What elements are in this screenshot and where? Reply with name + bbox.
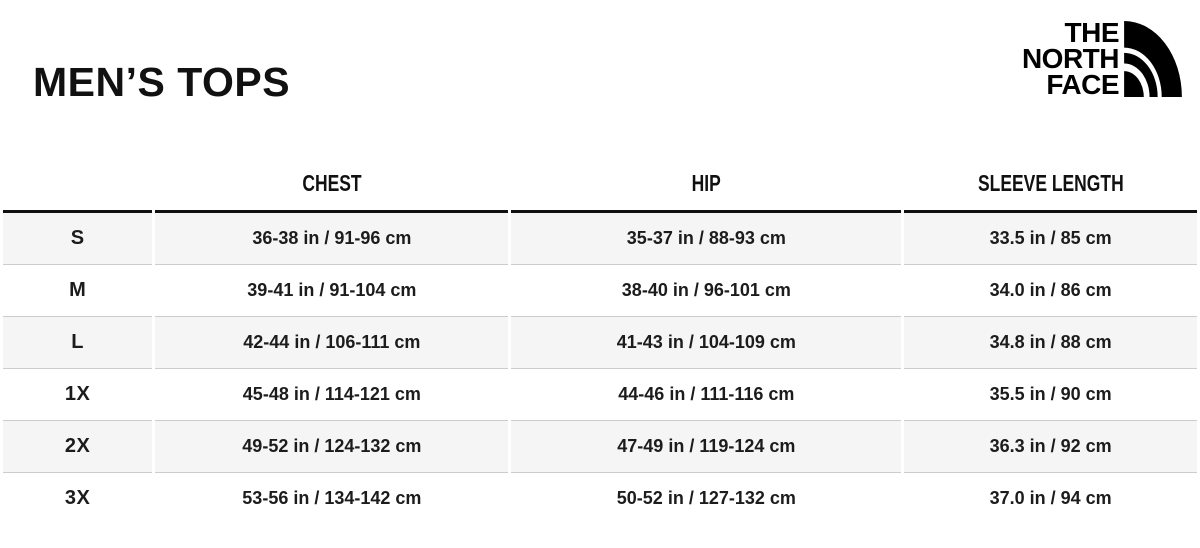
sleeve-value-cell: 37.0 in / 94 cm (904, 473, 1197, 524)
hip-value-cell: 44-46 in / 111-116 cm (511, 369, 901, 421)
size-table-body (3, 213, 1197, 524)
sleeve-value-cell: 34.0 in / 86 cm (904, 265, 1197, 317)
hip-value-cell: 47-49 in / 119-124 cm (511, 421, 901, 473)
sleeve-value-cell: 33.5 in / 85 cm (904, 213, 1197, 265)
wordmark-line-face: FACE (1046, 69, 1119, 100)
col-header-chest: CHEST (155, 130, 508, 213)
col-header-sleeve-length: SLEEVE LENGTH (904, 130, 1197, 213)
hip-value-cell: 41-43 in / 104-109 cm (511, 317, 901, 369)
wordmark-line-the: THE (1064, 17, 1119, 48)
size-table-header (3, 130, 1197, 213)
size-label-cell: L (3, 317, 152, 369)
sleeve-value-cell: 35.5 in / 90 cm (904, 369, 1197, 421)
chest-value-cell: 53-56 in / 134-142 cm (155, 473, 508, 524)
hip-value-cell: 35-37 in / 88-93 cm (511, 213, 901, 265)
chest-value-cell: 45-48 in / 114-121 cm (155, 369, 508, 421)
half-dome-icon (1124, 21, 1182, 97)
header-row (3, 130, 1197, 213)
size-label-cell: M (3, 265, 152, 317)
table-row (3, 317, 1197, 369)
wordmark-line-north: NORTH (1021, 43, 1119, 74)
sleeve-value-cell: 36.3 in / 92 cm (904, 421, 1197, 473)
size-label-cell: 3X (3, 473, 152, 524)
size-label-cell: 2X (3, 421, 152, 473)
page-title: MEN’S TOPS (33, 59, 291, 105)
table-row (3, 369, 1197, 421)
col-header-hip: HIP (511, 130, 901, 213)
size-table (0, 130, 1200, 524)
chest-value-cell: 49-52 in / 124-132 cm (155, 421, 508, 473)
chest-value-cell: 36-38 in / 91-96 cm (155, 213, 508, 265)
hip-value-cell: 50-52 in / 127-132 cm (511, 473, 901, 524)
hip-value-cell: 38-40 in / 96-101 cm (511, 265, 901, 317)
table-row (3, 265, 1197, 317)
sleeve-value-cell: 34.8 in / 88 cm (904, 317, 1197, 369)
size-label-cell: S (3, 213, 152, 265)
north-face-wordmark (1021, 17, 1119, 100)
table-row (3, 473, 1197, 524)
table-row (3, 213, 1197, 265)
col-header-size (3, 130, 152, 213)
size-label-cell: 1X (3, 369, 152, 421)
page-header (0, 0, 1200, 130)
chest-value-cell: 42-44 in / 106-111 cm (155, 317, 508, 369)
chest-value-cell: 39-41 in / 91-104 cm (155, 265, 508, 317)
table-row (3, 421, 1197, 473)
north-face-logo (1021, 17, 1182, 100)
